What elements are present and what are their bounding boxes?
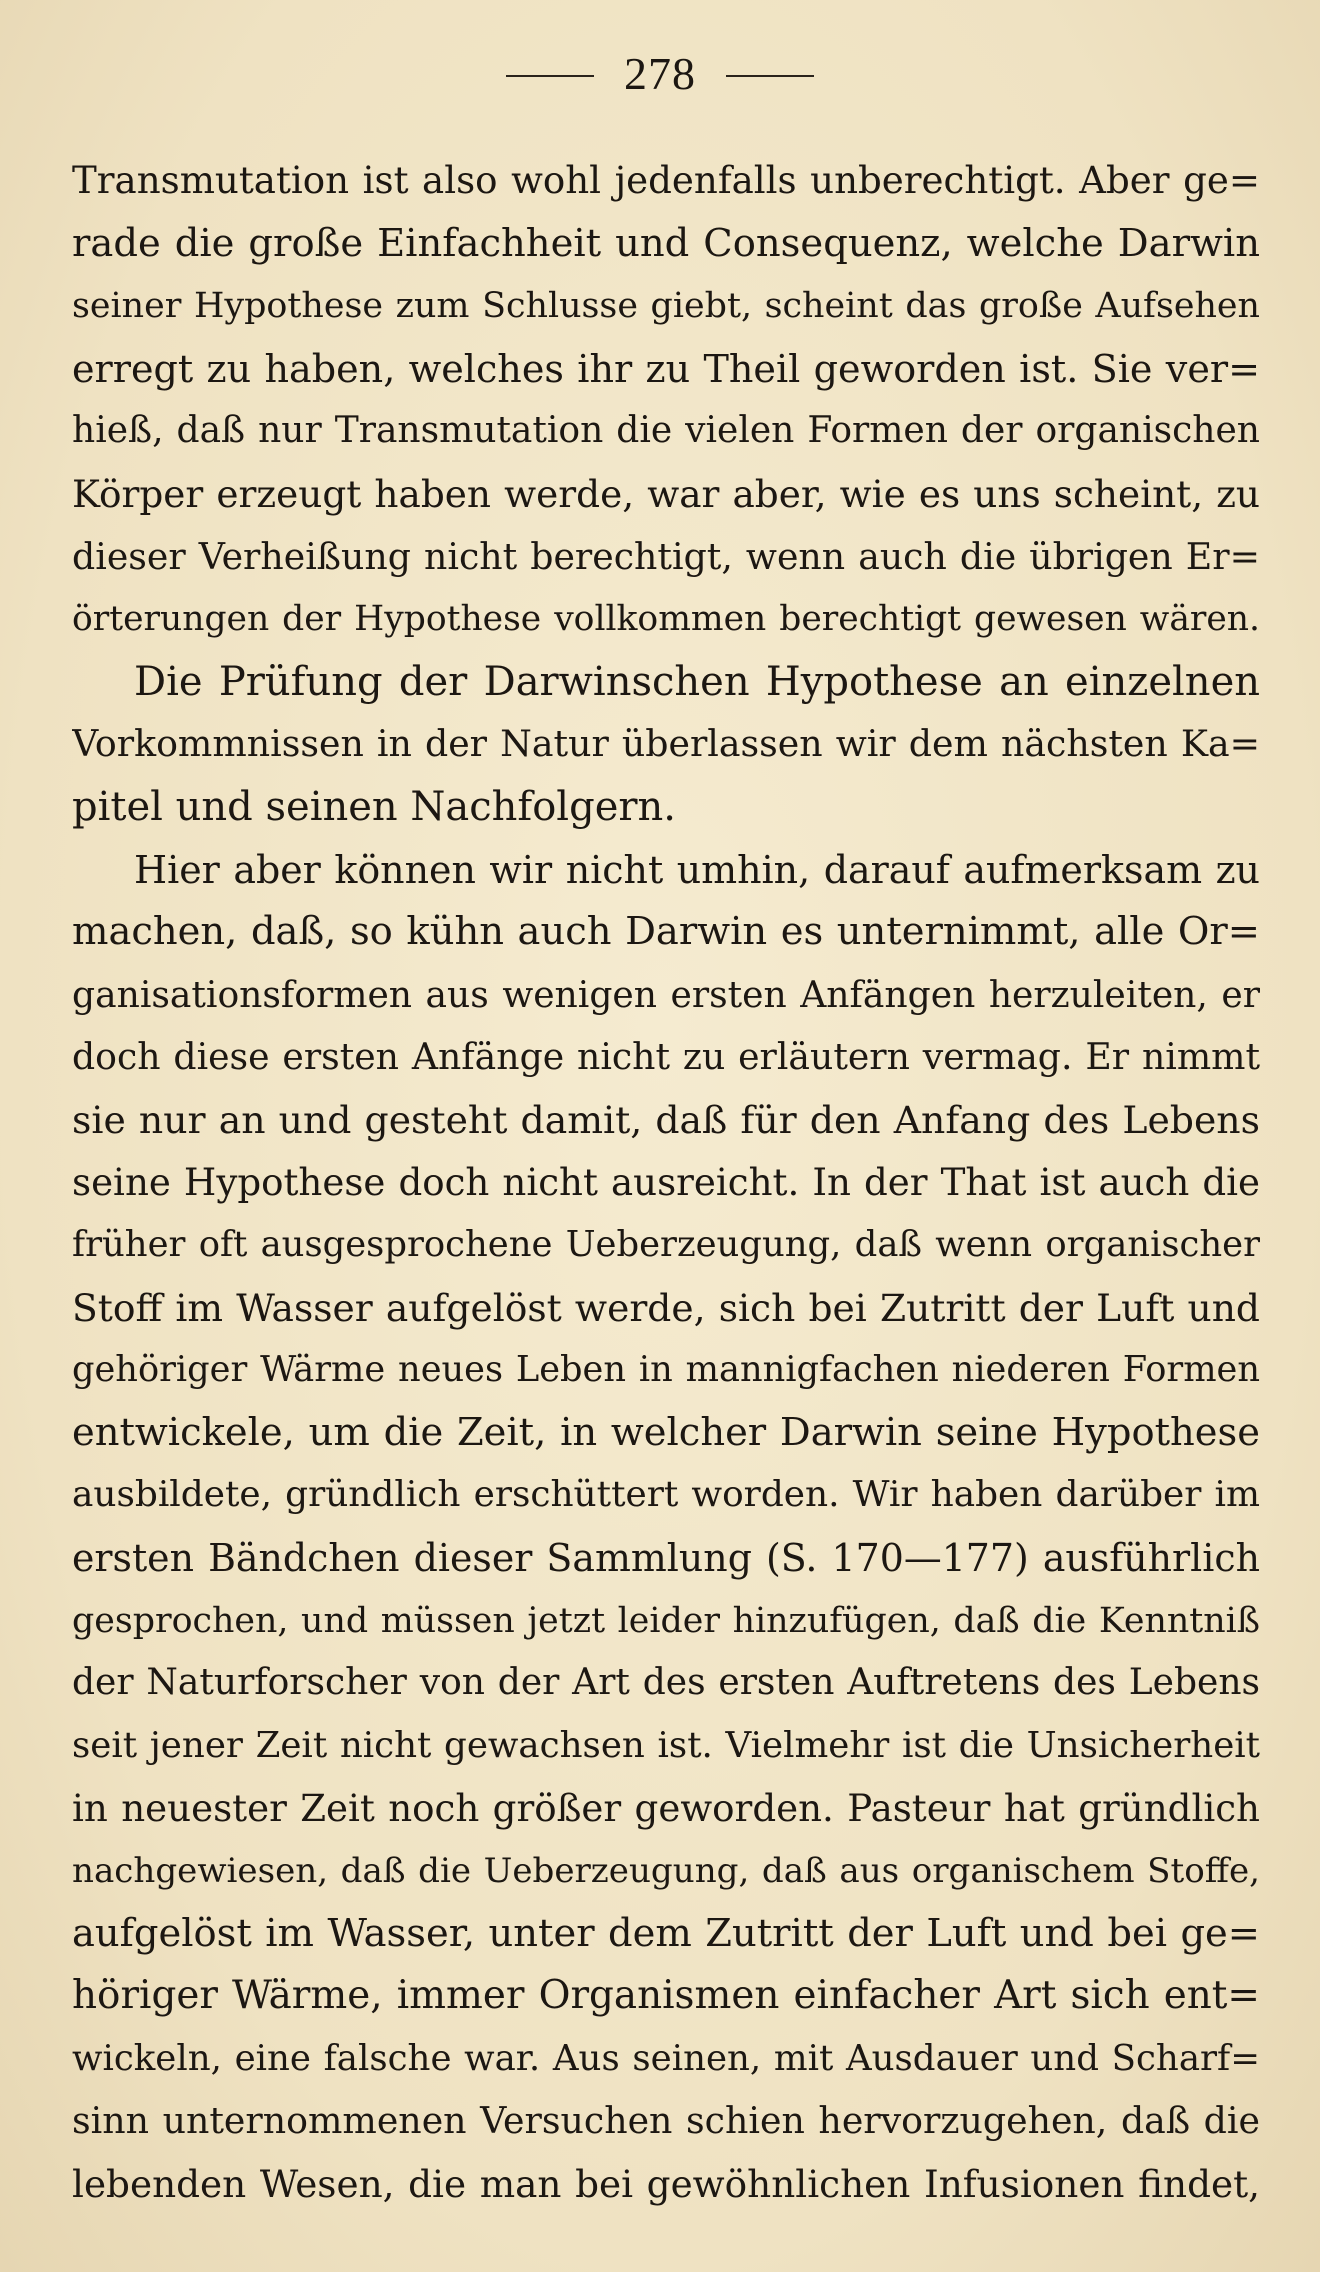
text-line: wickeln, eine falsche war. Aus seinen, mit Ausdauer und Scharf= [72,2037,1260,2079]
text-line: Vorkommnissen in der Natur überlassen wir dem nächsten Ka= [72,722,1260,766]
paragraph-first-line: Die Prüfung der Darwinschen Hypothese an einzelnen [134,658,1260,705]
text-line: der Naturforscher von der Art des ersten Auftretens des Lebens [72,1662,1260,1704]
text-line: machen, daß, so kühn auch Darwin es unternimmt, alle Or= [72,909,1260,955]
text-line: Körper erzeugt haben werde, war aber, wie es uns scheint, zu [72,471,1260,516]
text-line: erregt zu haben, welches ihr zu Theil geworden ist. Sie ver= [72,346,1260,391]
text-line: seiner Hypothese zum Schlusse giebt, scheint das große Aufsehen [72,286,1260,327]
text-line: lebenden Wesen, die man bei gewöhnlichen Infusionen findet, [72,2162,1260,2206]
paragraph-last-line: pitel und seinen Nachfolgern. [72,783,676,830]
header-rule-right [726,75,814,77]
text-line: ausbildete, gründlich erschüttert worden. Wir haben darüber im [72,1474,1260,1516]
text-line: gesprochen, und müssen jetzt leider hinzufügen, daß die Kenntniß [72,1600,1260,1641]
text-line: gehöriger Wärme neues Leben in mannigfachen niederen Formen [72,1349,1260,1391]
page-header [0,38,1320,108]
text-line: entwickele, um die Zeit, in welcher Darwin seine Hypothese [72,1409,1260,1455]
page-body [72,150,1260,2216]
text-line: in neuester Zeit noch größer geworden. Pasteur hat gründlich [72,1786,1260,1831]
text-line: früher oft ausgesprochene Ueberzeugung, daß wenn organischer [72,1224,1260,1266]
text-line: seine Hypothese doch nicht ausreicht. In der That ist auch die [72,1160,1260,1204]
page-number: 278 [624,47,696,99]
text-line: ganisationsformen aus wenigen ersten Anfängen herzuleiten, er [72,973,1260,1016]
text-line: dieser Verheißung nicht berechtigt, wenn auch die übrigen Er= [72,534,1260,578]
text-line: sie nur an und gesteht damit, daß für den Anfang des Lebens [72,1097,1260,1142]
text-line: höriger Wärme, immer Organismen einfacher Art sich ent= [72,1973,1260,2019]
text-line: ersten Bändchen dieser Sammlung (S. 170—177) ausführlich [72,1536,1260,1581]
header-rule-left [506,75,594,77]
text-line: seit jener Zeit nicht gewachsen ist. Vielmehr ist die Unsicherheit [72,1724,1260,1766]
text-line: aufgelöst im Wasser, unter dem Zutritt der Luft und bei ge= [72,1910,1260,1956]
text-line: Stoff im Wasser aufgelöst werde, sich bei Zutritt der Luft und [72,1285,1260,1330]
text-line: hieß, daß nur Transmutation die vielen Formen der organischen [72,410,1260,452]
text-line: nachgewiesen, daß die Ueberzeugung, daß aus organischem Stoffe, [72,1851,1260,1892]
paragraph-first-line: Hier aber können wir nicht umhin, darauf aufmerksam zu [134,847,1260,892]
text-line: Transmutation ist also wohl jedenfalls unberechtigt. Aber ge= [72,159,1260,202]
text-line: doch diese ersten Anfänge nicht zu erläutern vermag. Er nimmt [72,1035,1260,1079]
text-line: sinn unternommenen Versuchen schien hervorzugehen, daß die [72,2099,1260,2143]
text-line: rade die große Einfachheit und Consequenz, welche Darwin [72,220,1260,266]
text-line: örterungen der Hypothese vollkommen berechtigt gewesen wären. [72,599,1260,640]
